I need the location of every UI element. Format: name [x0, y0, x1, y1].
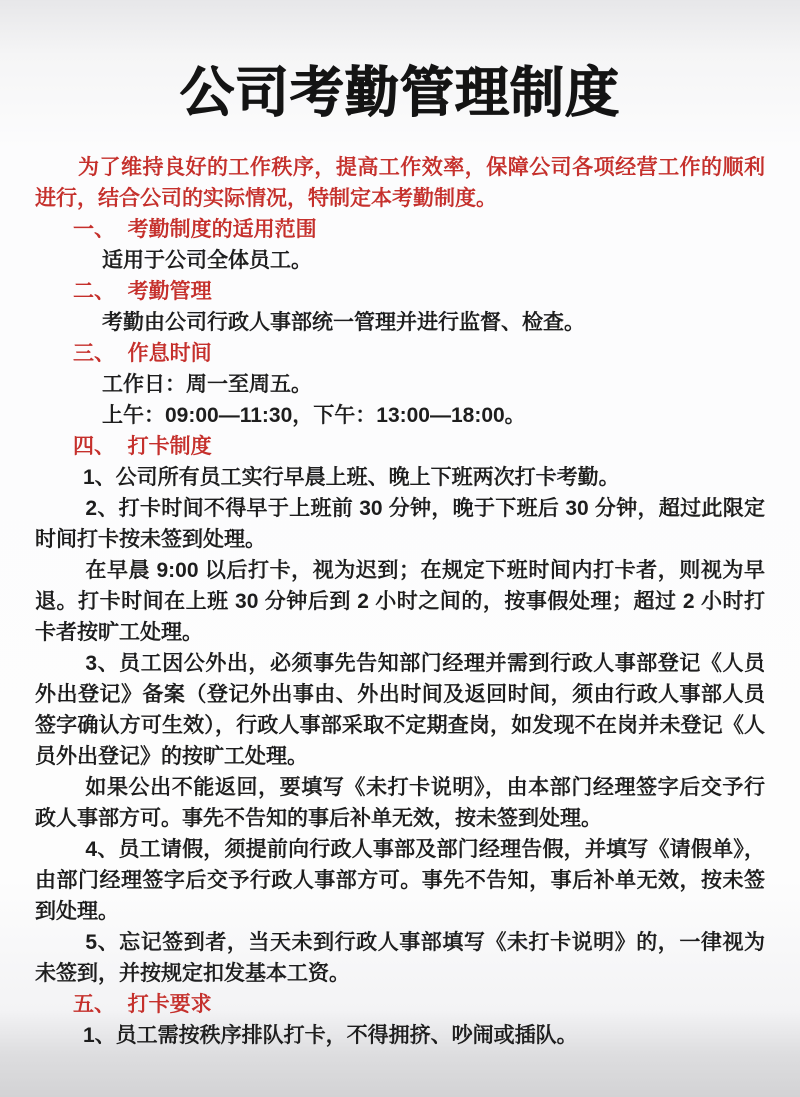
- section-5-item-1: 1、员工需按秩序排队打卡，不得拥挤、吵闹或插队。: [83, 1024, 578, 1047]
- section-5-heading-text: 打卡要求: [127, 993, 212, 1016]
- section-3-heading: [35, 338, 765, 369]
- section-3-heading-text: 作息时间: [127, 342, 212, 365]
- section-4-item-2-note: 在早晨 9:00 以后打卡，视为迟到；在规定下班时间内打卡者，则视为早退。打卡时间在上班 30 分钟后到 2 小时之间的，按事假处理；超过 2 小时打卡者按旷工处理。: [35, 559, 765, 644]
- section-2-heading-text: 考勤管理: [127, 280, 212, 303]
- section-1-paragraph: 适用于公司全体员工。: [102, 249, 312, 272]
- section-4-item-3: 3、员工因公外出，必须事先告知部门经理并需到行政人事部登记《人员外出登记》备案（登记外出事由、外出时间及返回时间，须由行政人事部人员签字确认方可生效），行政人事部采取不定期查岗，如发现不在岗并未登记《人员外出登记》的按旷工处理。: [35, 652, 765, 768]
- section-3-paragraph-hours: 上午：09:00—11:30，下午：13:00—18:00。: [102, 404, 526, 427]
- section-1-number: 一、: [73, 218, 115, 241]
- section-2-number: 二、: [73, 280, 115, 303]
- section-4-item-5: 5、忘记签到者，当天未到行政人事部填写《未打卡说明》的，一律视为未签到，并按规定扣发基本工资。: [35, 931, 765, 985]
- intro-paragraph: 为了维持良好的工作秩序，提高工作效率，保障公司各项经营工作的顺利进行，结合公司的实际情况，特制定本考勤制度。: [35, 156, 765, 210]
- document-title: 公司考勤管理制度: [180, 63, 620, 123]
- section-4-item-2: 2、打卡时间不得早于上班前 30 分钟，晚于下班后 30 分钟，超过此限定时间打卡按未签到处理。: [35, 497, 765, 551]
- section-4-number: 四、: [73, 435, 115, 458]
- section-4-item-1: 1、公司所有员工实行早晨上班、晚上下班两次打卡考勤。: [83, 466, 620, 489]
- section-2-heading: [35, 276, 765, 307]
- section-5-heading: [35, 989, 765, 1020]
- section-2-paragraph: 考勤由公司行政人事部统一管理并进行监督、检查。: [102, 311, 585, 334]
- section-3-paragraph-workdays: 工作日：周一至周五。: [102, 373, 312, 396]
- section-4-heading: [35, 431, 765, 462]
- section-1-heading: [35, 214, 765, 245]
- section-5-number: 五、: [73, 993, 115, 1016]
- section-1-heading-text: 考勤制度的适用范围: [127, 218, 317, 241]
- section-4-heading-text: 打卡制度: [127, 435, 212, 458]
- section-3-number: 三、: [73, 342, 115, 365]
- section-4-item-4: 4、员工请假，须提前向行政人事部及部门经理告假，并填写《请假单》，由部门经理签字后交予行政人事部方可。事先不告知，事后补单无效，按未签到处理。: [35, 838, 765, 923]
- section-4-item-3-note: 如果公出不能返回，要填写《未打卡说明》，由本部门经理签字后交予行政人事部方可。事先不告知的事后补单无效，按未签到处理。: [35, 776, 765, 830]
